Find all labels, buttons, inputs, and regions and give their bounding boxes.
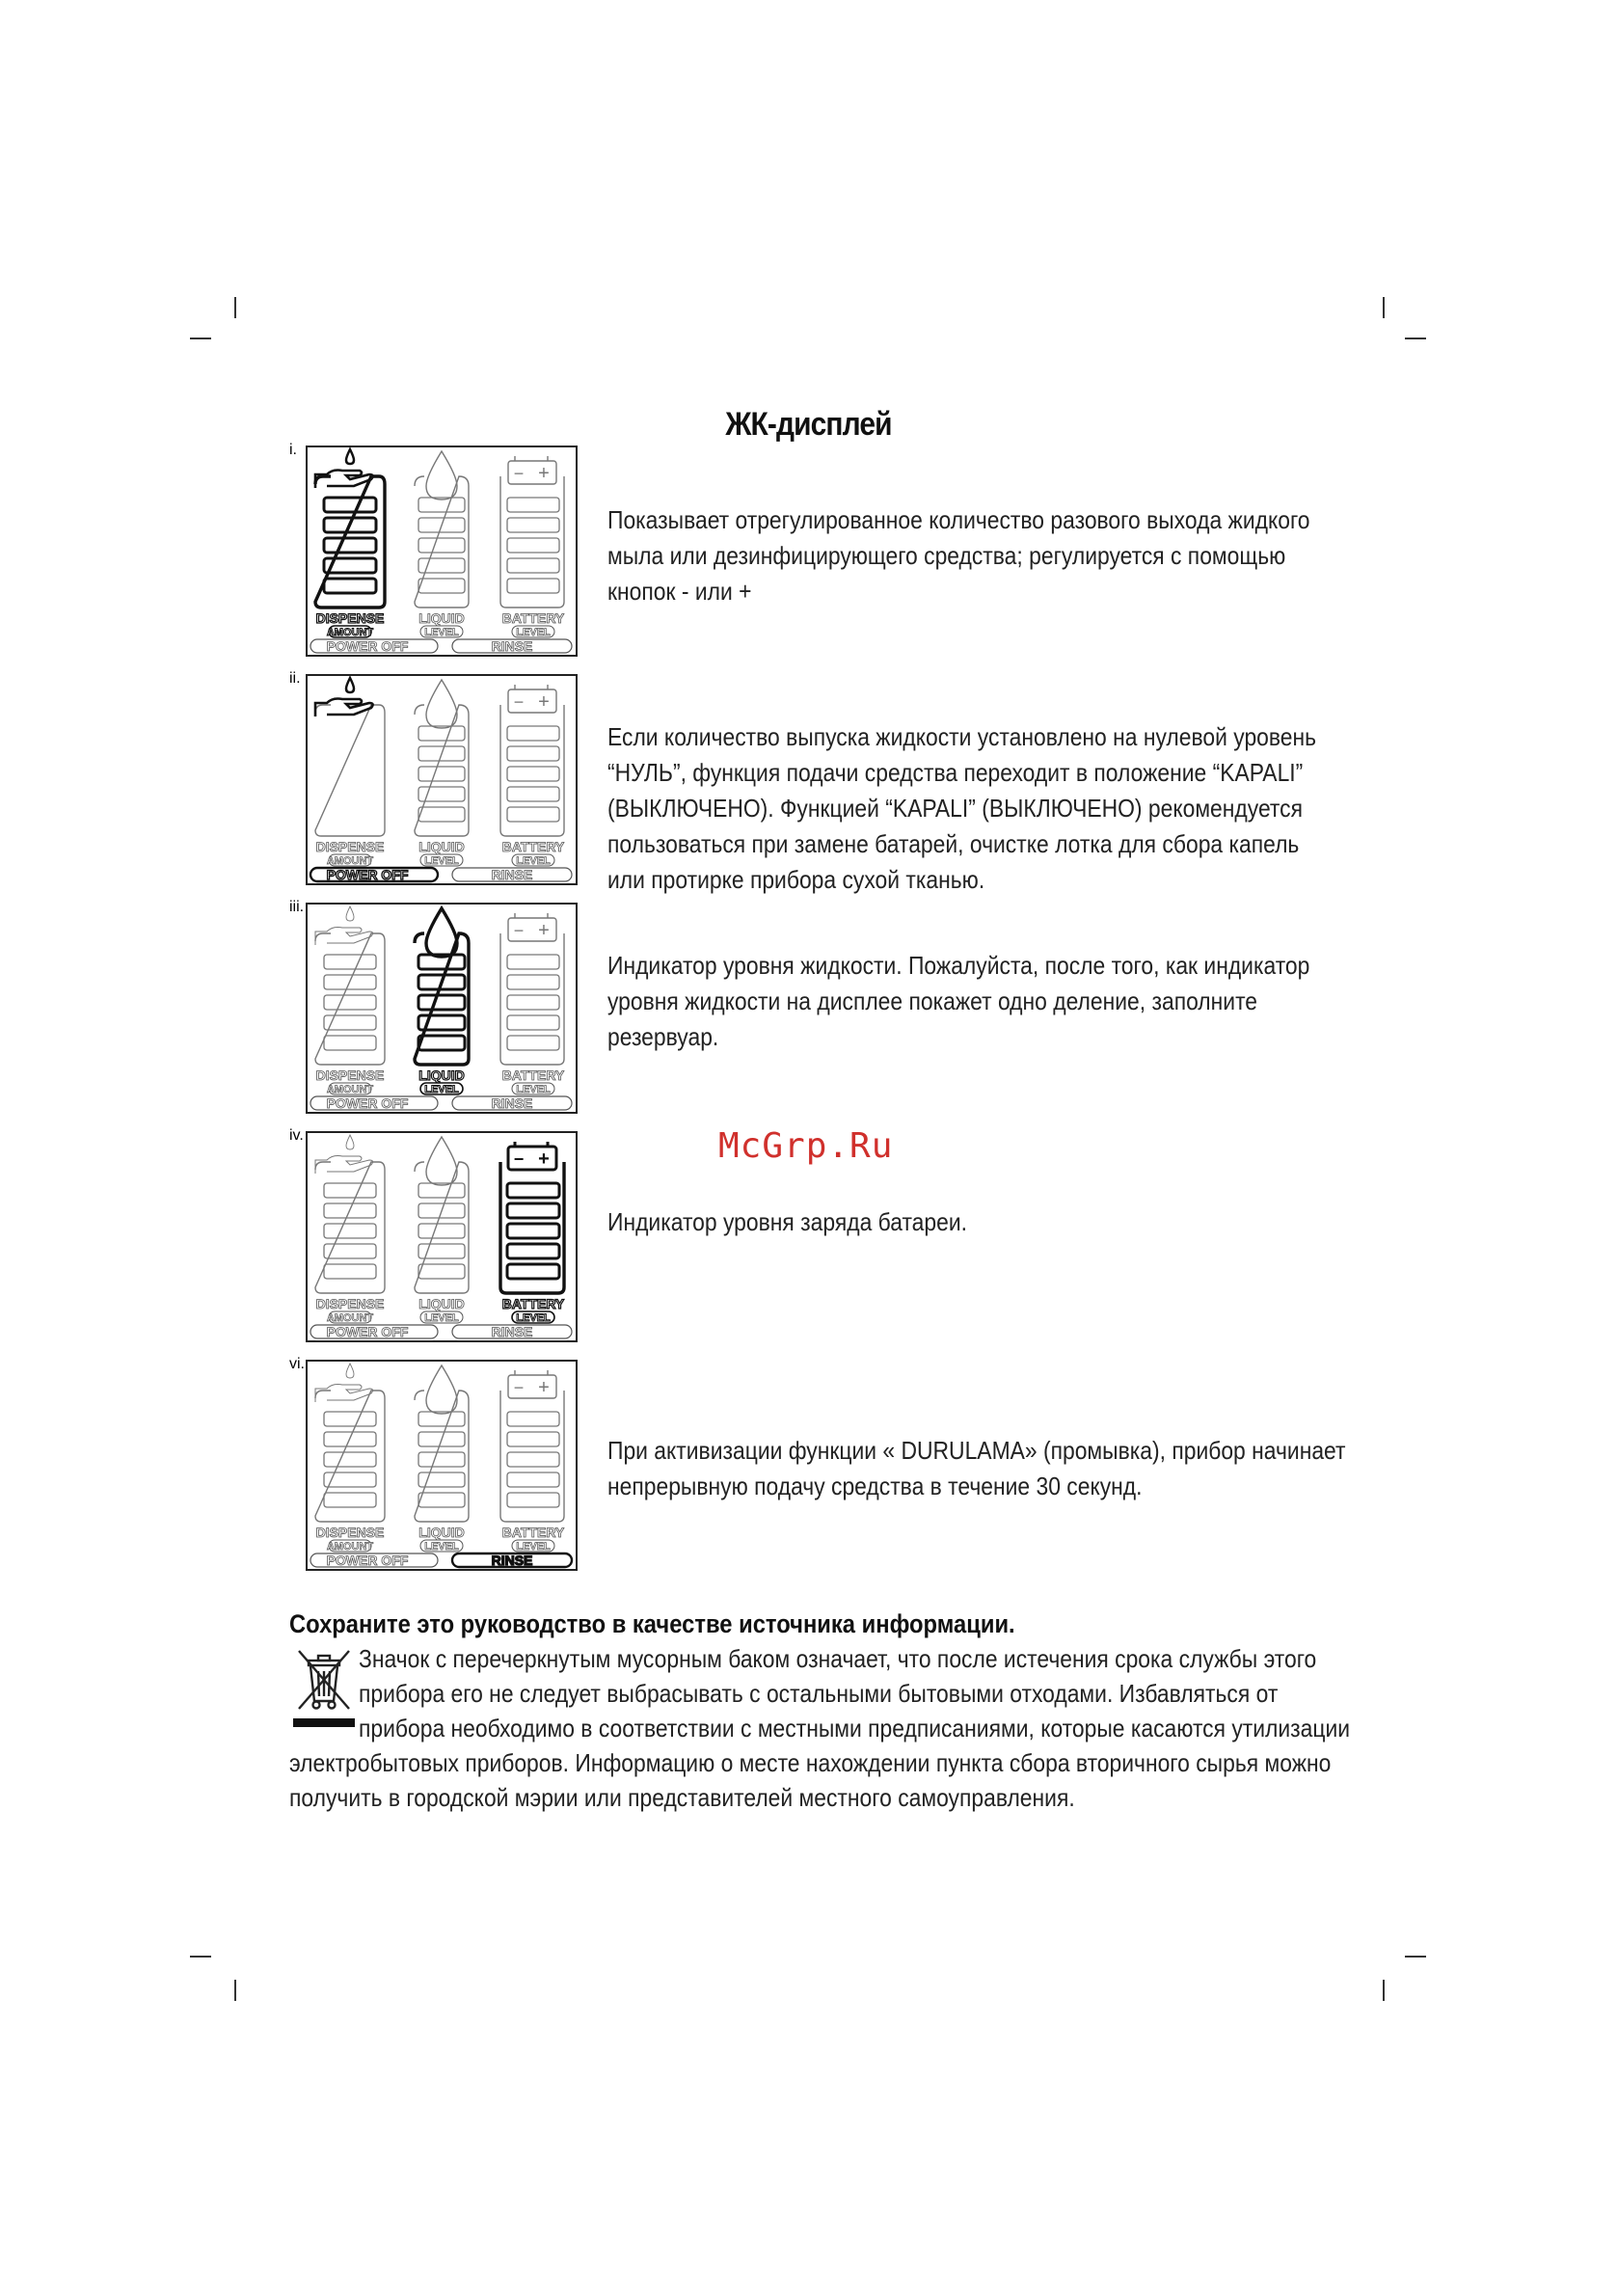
level-segment bbox=[324, 1264, 376, 1279]
level-segment bbox=[418, 1036, 465, 1050]
lcd-display bbox=[306, 446, 578, 657]
liquid-sublabel: LEVEL bbox=[424, 1312, 459, 1324]
battery-plus-sign: + bbox=[538, 920, 550, 941]
crop-mark bbox=[1405, 1956, 1426, 1958]
level-segment bbox=[418, 579, 465, 593]
level-segment bbox=[418, 1493, 465, 1507]
level-segment bbox=[507, 1183, 559, 1198]
recycling-line: Значок с перечеркнутым мусорным баком означает, что после истечения срока службы этого bbox=[359, 1644, 1317, 1673]
battery-indicator bbox=[500, 1370, 565, 1553]
crop-mark bbox=[1405, 338, 1426, 339]
section-label: iii. bbox=[289, 899, 305, 915]
description-line: “НУЛЬ”, функция подачи средства переходит в положение “KAPALI” bbox=[607, 758, 1304, 787]
level-segment bbox=[507, 726, 559, 741]
description-line: Индикатор уровня заряда батареи. bbox=[607, 1207, 967, 1236]
level-segment bbox=[324, 995, 376, 1010]
level-segment bbox=[507, 995, 559, 1010]
power-off-indicator bbox=[310, 867, 438, 882]
dispense-label: DISPENSE bbox=[315, 610, 385, 626]
power-off-label: POWER OFF bbox=[326, 1324, 409, 1339]
hand-drop-icon bbox=[315, 678, 373, 716]
save-heading: Сохраните это руководство в качестве источника информации. bbox=[289, 1609, 1015, 1638]
battery-indicator bbox=[500, 1142, 565, 1324]
hand-drop-icon bbox=[315, 1135, 373, 1174]
battery-icon bbox=[508, 456, 556, 484]
level-segment bbox=[507, 1244, 559, 1258]
dispense-indicator bbox=[315, 906, 385, 1095]
dispense-sublabel: AMOUNT bbox=[326, 855, 374, 867]
power-off-indicator bbox=[310, 1095, 438, 1111]
power-off-indicator bbox=[310, 1324, 438, 1339]
level-segment bbox=[324, 538, 376, 553]
level-segment bbox=[507, 1036, 559, 1050]
lcd-display bbox=[306, 1360, 578, 1571]
section-description bbox=[607, 1433, 1346, 1504]
level-segment bbox=[507, 579, 559, 593]
dispense-sublabel: AMOUNT bbox=[326, 1312, 374, 1324]
level-segment bbox=[507, 1432, 559, 1446]
battery-plus-sign: + bbox=[538, 463, 550, 484]
lcd-display bbox=[306, 1131, 578, 1342]
battery-sublabel: LEVEL bbox=[516, 1312, 551, 1324]
battery-indicator bbox=[500, 456, 565, 638]
description-line: непрерывную подачу средства в течение 30 секунд. bbox=[607, 1472, 1143, 1500]
battery-minus-sign: − bbox=[513, 692, 525, 712]
liquid-sublabel: LEVEL bbox=[424, 627, 459, 638]
description-line: уровня жидкости на дисплее покажет одно деление, заполните bbox=[607, 986, 1258, 1015]
liquid-label: LIQUID bbox=[418, 1525, 465, 1540]
hand-drop-icon bbox=[315, 906, 373, 945]
lcd-graphic bbox=[308, 905, 576, 1112]
level-segment bbox=[418, 995, 465, 1010]
dispense-label: DISPENSE bbox=[315, 839, 385, 854]
crop-mark bbox=[190, 1956, 211, 1958]
description-line: При активизации функции « DURULAMA» (промывка), прибор начинает bbox=[607, 1436, 1346, 1465]
level-segment bbox=[507, 1412, 559, 1426]
section-label: i. bbox=[289, 442, 297, 458]
dispense-sublabel: AMOUNT bbox=[326, 1084, 374, 1095]
level-segment bbox=[507, 498, 559, 512]
level-segment bbox=[507, 1452, 559, 1467]
dispense-label: DISPENSE bbox=[315, 1296, 385, 1311]
description-line: мыла или дезинфицирующего средства; регулируется с помощью bbox=[607, 541, 1286, 570]
section-description bbox=[607, 719, 1341, 898]
section-label: ii. bbox=[289, 670, 301, 687]
rinse-indicator bbox=[452, 1095, 572, 1111]
power-off-label: POWER OFF bbox=[326, 1553, 409, 1568]
lcd-display bbox=[306, 903, 578, 1114]
dispense-label: DISPENSE bbox=[315, 1067, 385, 1083]
liquid-label: LIQUID bbox=[418, 610, 465, 626]
crop-mark bbox=[190, 338, 211, 339]
section-label: iv. bbox=[289, 1127, 304, 1144]
lcd-section bbox=[0, 1356, 1617, 1573]
rinse-label: RINSE bbox=[491, 1553, 533, 1568]
rinse-indicator bbox=[452, 1553, 572, 1568]
description-line: Показывает отрегулированное количество разового выхода жидкого bbox=[607, 505, 1310, 534]
liquid-sublabel: LEVEL bbox=[424, 1084, 459, 1095]
battery-indicator bbox=[500, 685, 565, 867]
hand-drop-icon bbox=[315, 449, 373, 488]
lcd-section bbox=[0, 899, 1617, 1116]
level-segment bbox=[507, 1472, 559, 1487]
level-segment bbox=[507, 787, 559, 801]
description-line: резервуар. bbox=[607, 1022, 719, 1051]
drop-icon bbox=[426, 908, 457, 957]
recycling-line: получить в городской мэрии или представителей местного самоуправления. bbox=[289, 1783, 1075, 1812]
battery-sublabel: LEVEL bbox=[516, 627, 551, 638]
power-off-indicator bbox=[310, 1553, 438, 1568]
level-segment bbox=[507, 807, 559, 822]
recycling-line: прибора необходимо в соответствии с местными предписаниями, которые касаются утилизации bbox=[359, 1714, 1351, 1742]
crop-mark bbox=[234, 1980, 236, 2001]
level-segment bbox=[324, 1036, 376, 1050]
drop-icon bbox=[426, 680, 457, 728]
lcd-graphic bbox=[308, 676, 576, 883]
battery-icon bbox=[508, 1142, 556, 1170]
level-segment bbox=[418, 807, 465, 822]
level-segment bbox=[507, 975, 559, 989]
liquid-indicator bbox=[415, 680, 469, 867]
section-label: vi. bbox=[289, 1356, 305, 1372]
level-segment bbox=[324, 1183, 376, 1198]
level-segment bbox=[418, 1224, 465, 1238]
liquid-label: LIQUID bbox=[418, 1067, 465, 1083]
description-line: (ВЫКЛЮЧЕНО). Функцией “KAPALI” (ВЫКЛЮЧЕНО) рекомендуется bbox=[607, 794, 1303, 823]
level-segment bbox=[324, 1412, 376, 1426]
description-line: пользоваться при замене батарей, очистке лотка для сбора капель bbox=[607, 829, 1300, 858]
lcd-section bbox=[0, 442, 1617, 659]
liquid-indicator bbox=[415, 451, 469, 638]
description-line: Если количество выпуска жидкости установлено на нулевой уровень bbox=[607, 722, 1317, 751]
liquid-sublabel: LEVEL bbox=[424, 1541, 459, 1553]
power-off-indicator bbox=[310, 638, 438, 654]
level-segment bbox=[507, 538, 559, 553]
lcd-section bbox=[0, 670, 1617, 894]
liquid-label: LIQUID bbox=[418, 839, 465, 854]
level-segment bbox=[507, 1493, 559, 1507]
drop-icon bbox=[426, 1365, 457, 1414]
battery-minus-sign: − bbox=[513, 1149, 525, 1169]
battery-sublabel: LEVEL bbox=[516, 855, 551, 867]
battery-label: BATTERY bbox=[501, 1525, 565, 1540]
power-off-label: POWER OFF bbox=[326, 867, 409, 882]
level-segment bbox=[507, 955, 559, 969]
level-segment bbox=[324, 498, 376, 512]
level-segment bbox=[507, 1224, 559, 1238]
level-segment bbox=[507, 1015, 559, 1030]
battery-plus-sign: + bbox=[538, 1148, 550, 1170]
recycling-line: прибора его не следует выбрасывать с остальными бытовыми отходами. Избавляться от bbox=[359, 1679, 1279, 1708]
rinse-indicator bbox=[452, 867, 572, 882]
battery-minus-sign: − bbox=[513, 464, 525, 483]
drop-icon bbox=[426, 451, 457, 500]
power-off-label: POWER OFF bbox=[326, 1095, 409, 1111]
description-line: или протирке прибора сухой тканью. bbox=[607, 865, 985, 894]
section-description bbox=[607, 1204, 1341, 1240]
level-segment bbox=[507, 767, 559, 781]
level-segment bbox=[507, 1203, 559, 1218]
section-description bbox=[607, 502, 1341, 609]
battery-icon bbox=[508, 913, 556, 941]
level-segment bbox=[507, 558, 559, 573]
level-segment bbox=[418, 1452, 465, 1467]
dispense-sublabel: AMOUNT bbox=[326, 1541, 374, 1553]
battery-indicator bbox=[500, 913, 565, 1095]
battery-sublabel: LEVEL bbox=[516, 1541, 551, 1553]
lcd-graphic bbox=[308, 1133, 576, 1340]
section-description bbox=[607, 948, 1341, 1055]
level-segment bbox=[507, 518, 559, 532]
rinse-label: RINSE bbox=[491, 1095, 533, 1111]
rinse-label: RINSE bbox=[491, 638, 533, 654]
level-segment bbox=[324, 1493, 376, 1507]
dispense-indicator bbox=[315, 449, 385, 638]
rinse-label: RINSE bbox=[491, 1324, 533, 1339]
liquid-indicator bbox=[415, 908, 469, 1095]
battery-plus-sign: + bbox=[538, 1377, 550, 1398]
battery-icon bbox=[508, 1370, 556, 1398]
rinse-label: RINSE bbox=[491, 867, 533, 882]
level-segment bbox=[324, 1452, 376, 1467]
drop-icon bbox=[426, 1137, 457, 1185]
crop-mark bbox=[234, 297, 236, 318]
rinse-indicator bbox=[452, 1324, 572, 1339]
level-segment bbox=[507, 1264, 559, 1279]
liquid-indicator bbox=[415, 1365, 469, 1553]
battery-label: BATTERY bbox=[501, 610, 565, 626]
description-line: кнопок - или + bbox=[607, 577, 752, 606]
crossed-bin-icon bbox=[289, 1645, 359, 1728]
rinse-indicator bbox=[452, 638, 572, 654]
level-segment bbox=[324, 1224, 376, 1238]
dispense-label: DISPENSE bbox=[315, 1525, 385, 1540]
level-segment bbox=[418, 538, 465, 553]
battery-minus-sign: − bbox=[513, 921, 525, 940]
lcd-graphic bbox=[308, 447, 576, 655]
level-segment bbox=[418, 767, 465, 781]
description-line: Индикатор уровня жидкости. Пожалуйста, после того, как индикатор bbox=[607, 951, 1310, 980]
battery-label: BATTERY bbox=[501, 1067, 565, 1083]
battery-label: BATTERY bbox=[501, 1296, 565, 1311]
page-title: ЖК-дисплей bbox=[725, 405, 892, 443]
liquid-label: LIQUID bbox=[418, 1296, 465, 1311]
crop-mark bbox=[1383, 297, 1385, 318]
dispense-indicator bbox=[315, 678, 385, 867]
level-segment bbox=[507, 746, 559, 761]
recycling-line: электробытовых приборов. Информацию о месте нахождении пункта сбора вторичного сырья можно bbox=[289, 1748, 1332, 1777]
battery-icon bbox=[508, 685, 556, 713]
lcd-graphic bbox=[308, 1362, 576, 1569]
liquid-sublabel: LEVEL bbox=[424, 855, 459, 867]
crop-mark bbox=[1383, 1980, 1385, 2001]
lcd-display bbox=[306, 674, 578, 885]
battery-label: BATTERY bbox=[501, 839, 565, 854]
liquid-indicator bbox=[415, 1137, 469, 1324]
battery-plus-sign: + bbox=[538, 691, 550, 713]
dispense-indicator bbox=[315, 1364, 385, 1553]
dispense-indicator bbox=[315, 1135, 385, 1324]
battery-minus-sign: − bbox=[513, 1378, 525, 1397]
dispense-sublabel: AMOUNT bbox=[326, 627, 374, 638]
level-segment bbox=[418, 1264, 465, 1279]
watermark: McGrp.Ru bbox=[718, 1126, 894, 1166]
level-segment bbox=[324, 955, 376, 969]
battery-sublabel: LEVEL bbox=[516, 1084, 551, 1095]
power-off-label: POWER OFF bbox=[326, 638, 409, 654]
level-segment bbox=[324, 579, 376, 593]
hand-drop-icon bbox=[315, 1364, 373, 1402]
